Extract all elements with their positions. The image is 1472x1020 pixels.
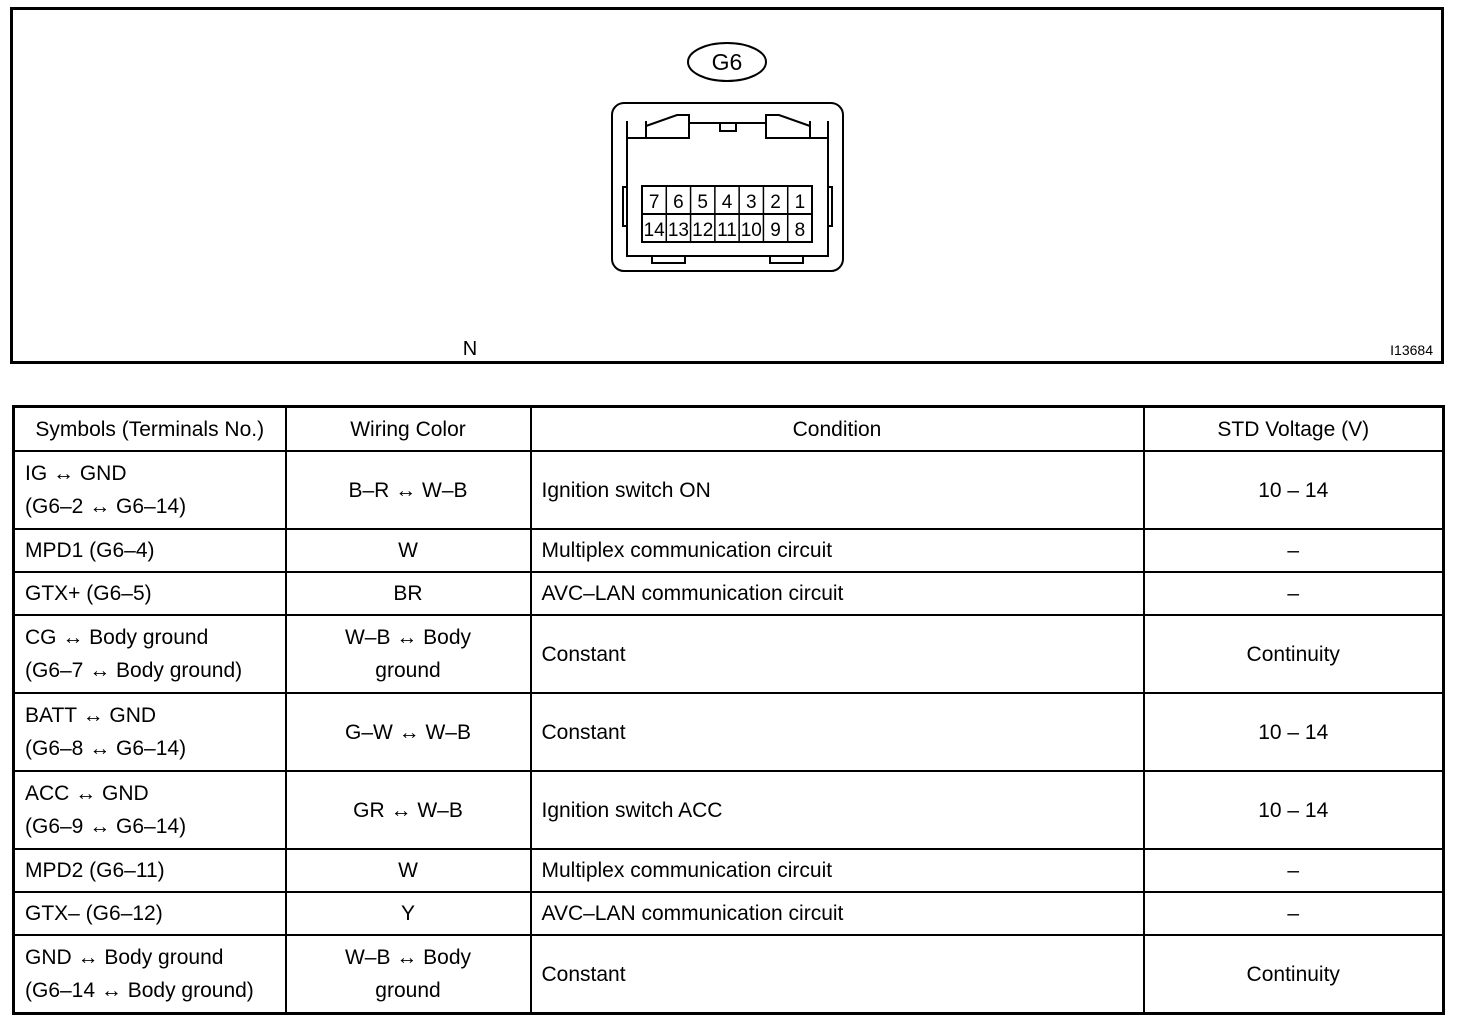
- cell-wiring-color: [286, 451, 531, 529]
- header-wiring-color: Wiring Color: [286, 407, 531, 452]
- cell-std-voltage: 10 – 14: [1144, 771, 1444, 849]
- cell-std-voltage: –: [1144, 572, 1444, 615]
- cell-wiring-color-line: ground: [375, 659, 441, 682]
- cell-wiring-color-line: W: [398, 859, 418, 882]
- table-body: [14, 451, 1444, 1014]
- cell-std-voltage: –: [1144, 892, 1444, 935]
- cell-condition: Constant: [531, 693, 1144, 771]
- pin-label: 5: [697, 192, 709, 213]
- cell-condition: AVC–LAN communication circuit: [531, 892, 1144, 935]
- cell-wiring-color: [286, 935, 531, 1014]
- table-row: [14, 615, 1444, 693]
- pin-label: 14: [643, 220, 665, 241]
- cell-symbol: [14, 572, 286, 615]
- table-header-row: [14, 407, 1444, 452]
- cell-symbol-line: MPD1 (G6–4): [25, 539, 155, 562]
- pin-label: 9: [770, 220, 781, 241]
- cell-condition: AVC–LAN communication circuit: [531, 572, 1144, 615]
- header-symbols: Symbols (Terminals No.): [14, 407, 286, 452]
- connector-housing: [612, 103, 843, 271]
- cell-symbol-line: MPD2 (G6–11): [25, 859, 165, 882]
- pin-label: 10: [740, 220, 762, 241]
- cell-wiring-color-line: G–W ↔ W–B: [344, 720, 471, 744]
- cell-wiring-color: [286, 849, 531, 892]
- cell-wiring-color-line: W–B ↔ Body: [344, 946, 472, 969]
- cell-std-voltage: –: [1144, 849, 1444, 892]
- pin-label: 11: [717, 220, 737, 241]
- cell-symbol-line: GND ↔ Body ground: [25, 946, 224, 969]
- cell-wiring-color-line: Y: [400, 902, 415, 925]
- cell-symbol-line: CG ↔ Body ground: [25, 626, 209, 649]
- cell-symbol-line: IG ↔ GND: [25, 462, 127, 485]
- cell-symbol-line: BATT ↔ GND: [25, 704, 157, 727]
- table-row: [14, 451, 1444, 529]
- connector-diagram: [13, 10, 1441, 361]
- cell-symbol-line: ACC ↔ GND: [25, 782, 149, 805]
- header-condition: Condition: [531, 407, 1144, 452]
- cell-condition: Constant: [531, 935, 1144, 1014]
- cell-std-voltage: Continuity: [1144, 935, 1444, 1014]
- cell-symbol-line: (G6–14 ↔ Body ground): [25, 979, 254, 1002]
- figure-code: I13684: [1390, 342, 1433, 358]
- pin-label: 1: [794, 192, 806, 213]
- cell-wiring-color-line: W: [398, 539, 418, 562]
- table-row: [14, 849, 1444, 892]
- cell-wiring-color-line: BR: [393, 582, 423, 605]
- cell-wiring-color: [286, 529, 531, 572]
- cell-wiring-color-line: GR ↔ W–B: [353, 798, 463, 822]
- cell-symbol: [14, 615, 286, 693]
- cell-wiring-color: [286, 615, 531, 693]
- cell-std-voltage: –: [1144, 529, 1444, 572]
- cell-symbol: [14, 935, 286, 1014]
- pin-label: 3: [745, 192, 757, 213]
- connector-label: G6: [711, 49, 743, 75]
- connector-figure: [10, 7, 1444, 364]
- pin-label: 12: [692, 220, 714, 241]
- cell-symbol: [14, 892, 286, 935]
- cell-wiring-color-line: B–R ↔ W–B: [348, 478, 468, 502]
- pin-label: 4: [721, 192, 733, 213]
- header-std-voltage: STD Voltage (V): [1144, 407, 1444, 452]
- table-row: [14, 572, 1444, 615]
- pin-label: 8: [794, 220, 806, 241]
- cell-condition: Constant: [531, 615, 1144, 693]
- cell-symbol: [14, 451, 286, 529]
- cell-wiring-color: [286, 892, 531, 935]
- pin-label: 2: [770, 192, 781, 213]
- cell-wiring-color: [286, 572, 531, 615]
- cell-wiring-color-line: ground: [375, 979, 441, 1002]
- table-row: [14, 529, 1444, 572]
- cell-symbol: [14, 529, 286, 572]
- cell-condition: Ignition switch ON: [531, 451, 1144, 529]
- cell-symbol: [14, 693, 286, 771]
- cell-std-voltage: 10 – 14: [1144, 451, 1444, 529]
- cell-symbol-line: (G6–8 ↔ G6–14): [25, 737, 187, 760]
- cell-std-voltage: 10 – 14: [1144, 693, 1444, 771]
- cell-symbol-line: (G6–9 ↔ G6–14): [25, 815, 187, 838]
- pin-label: 6: [673, 192, 684, 213]
- cell-symbol: [14, 771, 286, 849]
- table-row: [14, 935, 1444, 1014]
- cell-symbol-line: GTX+ (G6–5): [25, 582, 152, 605]
- cell-symbol-line: (G6–2 ↔ G6–14): [25, 495, 187, 518]
- cell-std-voltage: Continuity: [1144, 615, 1444, 693]
- view-label: N: [462, 338, 478, 360]
- cell-wiring-color: [286, 693, 531, 771]
- cell-symbol-line: (G6–7 ↔ Body ground): [25, 659, 243, 682]
- table-row: [14, 771, 1444, 849]
- cell-condition: Multiplex communication circuit: [531, 849, 1144, 892]
- cell-condition: Ignition switch ACC: [531, 771, 1144, 849]
- table-row: [14, 892, 1444, 935]
- cell-wiring-color: [286, 771, 531, 849]
- pin-label: 13: [667, 220, 689, 241]
- pin-labels: [644, 192, 806, 241]
- terminal-spec-table: [12, 405, 1445, 1015]
- cell-symbol-line: GTX– (G6–12): [25, 902, 163, 925]
- table-row: [14, 693, 1444, 771]
- cell-wiring-color-line: W–B ↔ Body: [344, 626, 472, 649]
- pin-label: 7: [648, 192, 660, 213]
- cell-symbol: [14, 849, 286, 892]
- cell-condition: Multiplex communication circuit: [531, 529, 1144, 572]
